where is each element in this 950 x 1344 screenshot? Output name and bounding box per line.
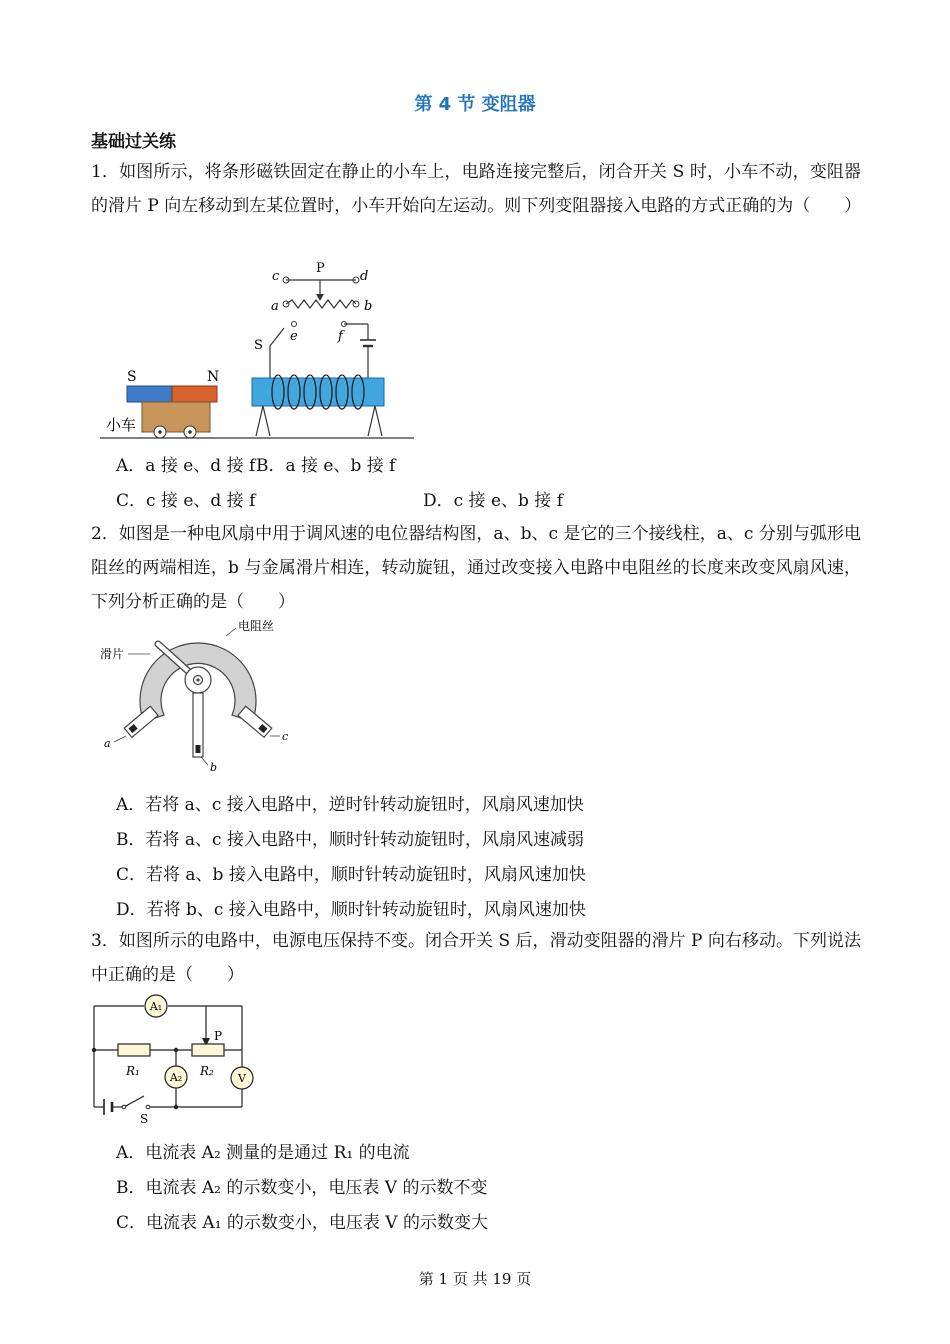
resistance-wire [286,300,356,308]
q2-option-C[interactable]: C．若将 a、b 接入电路中，顺时针转动旋钮时，风扇风速加快 [116,865,586,885]
label-d: d [360,269,369,284]
label-a: a [271,299,279,314]
q2-option-A[interactable]: A．若将 a、c 接入电路中，逆时针转动旋钮时，风扇风速加快 [116,795,584,815]
q1-option-B[interactable]: B．a 接 e、b 接 f [256,456,396,476]
label-f: f [338,329,343,344]
q3-figure [88,990,273,1125]
label-R2: R₂ [200,1064,214,1078]
stand-right [368,406,382,436]
q2-option-B[interactable]: B．若将 a、c 接入电路中，顺时针转动旋钮时，风扇风速减弱 [116,830,584,850]
wire-label: 电阻丝 [238,619,275,633]
label-e: e [290,329,298,344]
label-S: S [140,1112,149,1125]
q1-option-D[interactable]: D．c 接 e、b 接 f [423,491,564,511]
q3-option-B[interactable]: B．电流表 A₂ 的示数变小，电压表 V 的示数不变 [116,1178,488,1198]
label-c: c [282,730,289,743]
resistor-R2 [192,1044,224,1056]
label-V: V [238,1072,246,1085]
q3-option-C[interactable]: C．电流表 A₁ 的示数变小，电压表 V 的示数变大 [116,1213,488,1233]
label-R1: R₁ [126,1064,140,1078]
switch-S [270,328,284,346]
label-S: S [254,338,263,353]
q1-option-C[interactable]: C．c 接 e、d 接 f [116,491,256,511]
switch-S [146,1105,150,1109]
question-2-text: 2．如图是一种电风扇中用于调风速的电位器结构图，a、b、c 是它的三个接线柱，a、c 分别与弧形电阻丝的两端相连，b 与金属滑片相连，转动旋钮，通过改变接入电路中电阻丝的长度来改变风扇风速，下列分析正确的是（ ） [91,524,861,612]
label-c: c [272,269,280,284]
slider-arrow [316,294,324,301]
magnet-N-pole [172,386,217,402]
terminal-b [353,301,359,307]
magnet-N-label: N [207,369,220,385]
label-A1: A₁ [149,1000,163,1013]
page-title: 第 4 节 变阻器 [414,94,536,115]
q2-option-D[interactable]: D．若将 b、c 接入电路中，顺时针转动旋钮时，风扇风速加快 [116,900,586,920]
q1-option-A[interactable]: A．a 接 e、d 接 f [116,456,256,476]
label-A2: A₂ [169,1071,183,1084]
q1-figure [100,258,420,443]
cart-body [142,402,210,432]
question-3-text: 3．如图所示的电路中，电源电压保持不变。闭合开关 S 后，滑动变阻器的滑片 P 向右移动。下列说法中正确的是（ ） [91,931,861,985]
magnet-S-label: S [127,369,137,385]
cart-label: 小车 [106,416,137,434]
q3-option-A[interactable]: A．电流表 A₂ 测量的是通过 R₁ 的电流 [116,1143,410,1163]
label-a: a [104,737,111,750]
label-P: P [214,1029,223,1043]
terminal-e [292,322,297,327]
label-b: b [364,299,373,314]
label-P: P [316,261,325,276]
slider-label: 滑片 [100,647,125,661]
resistor-R1 [118,1044,150,1056]
section-heading: 基础过关练 [91,132,176,152]
stand-left [256,406,270,436]
q2-figure [100,614,300,774]
magnet-S-pole [127,386,172,402]
page-footer: 第 1 页 共 19 页 [418,1270,532,1288]
label-b: b [210,761,218,774]
question-1-text: 1．如图所示，将条形磁铁固定在静止的小车上，电路连接完整后，闭合开关 S 时，小车不动，变阻器的滑片 P 向左移动到左某位置时，小车开始向左运动。则下列变阻器接入电路的方式正确的为（ ） [91,162,862,216]
